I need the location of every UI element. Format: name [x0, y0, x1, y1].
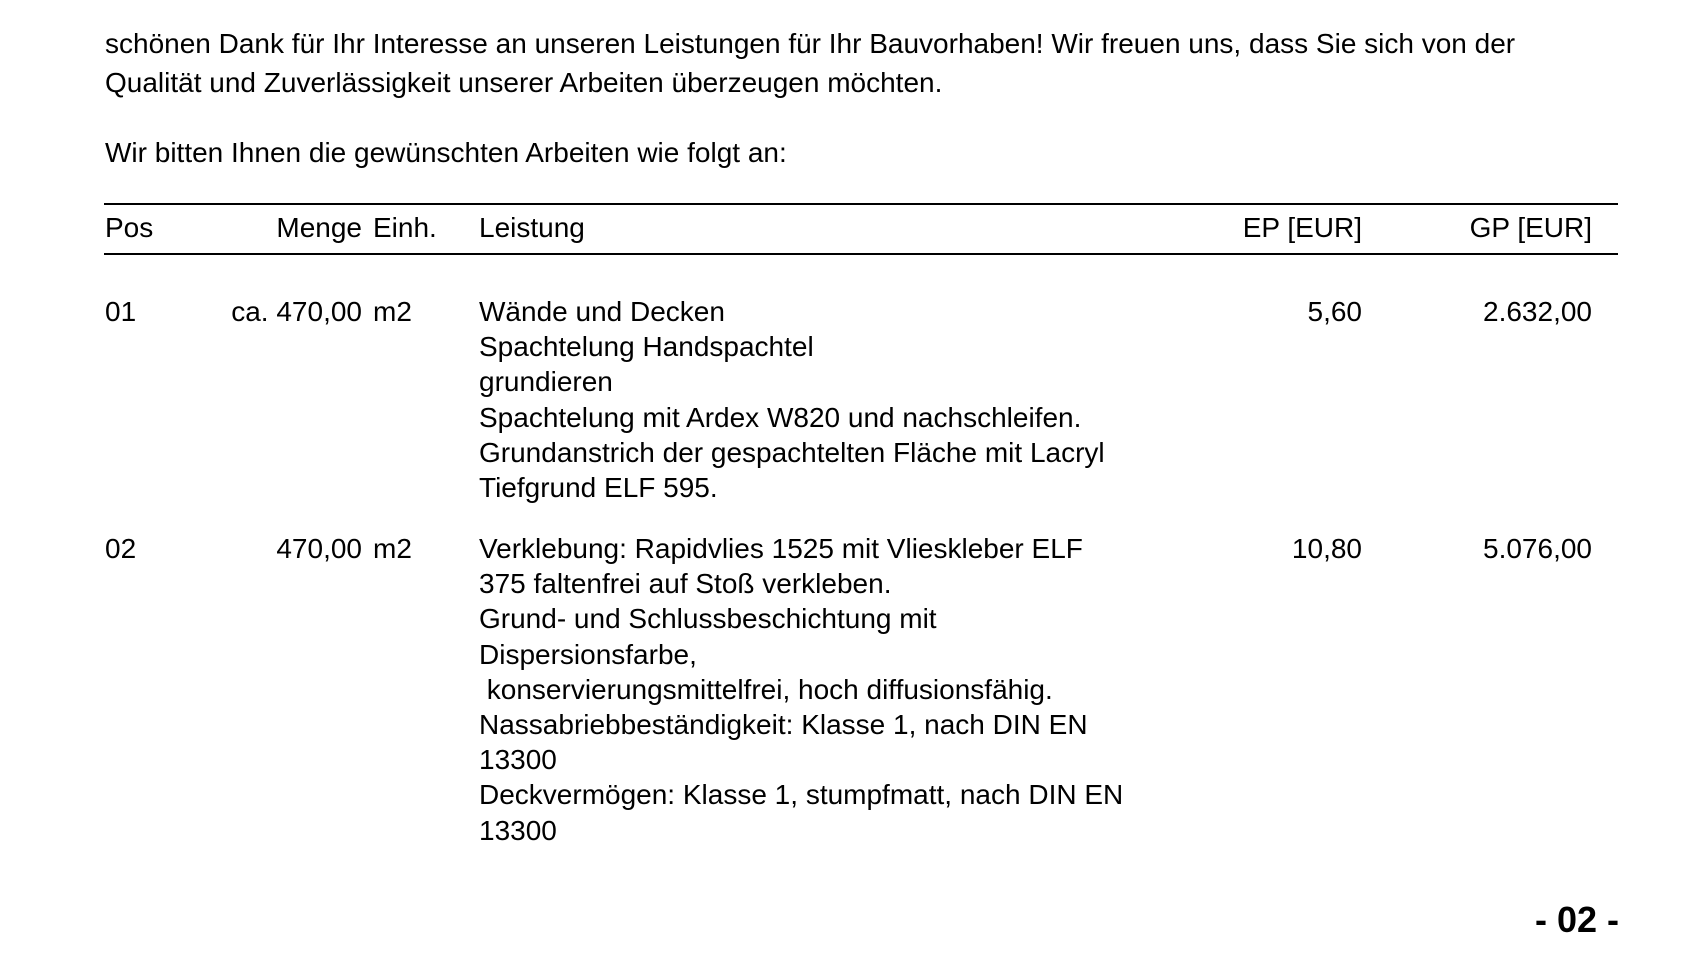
header-leistung: Leistung	[479, 212, 585, 243]
row-2-desc-line: Verklebung: Rapidvlies 1525 mit Vlieskleber ELF	[479, 533, 1083, 564]
row-2-desc-line: 13300	[479, 744, 557, 776]
row-2-desc-line: Deckvermögen: Klasse 1, stumpfmatt, nach DIN EN	[479, 779, 1124, 811]
row-1-desc-line: Spachtelung mit Ardex W820 und nachschleifen.	[479, 401, 1082, 433]
row-2-menge: 470,00	[276, 533, 362, 564]
header-gp: GP [EUR]	[1469, 212, 1592, 243]
row-2-desc-line: Dispersionsfarbe,	[479, 638, 697, 670]
header-menge: Menge	[276, 212, 362, 243]
row-1-desc-line: Tiefgrund ELF 595.	[479, 472, 718, 504]
row-1-desc-line: Spachtelung Handspachtel	[479, 331, 814, 363]
page-number: - 02 -	[1534, 899, 1619, 940]
row-2-gp: 5.076,00	[1483, 533, 1592, 564]
row-1-menge: ca. 470,00	[231, 296, 362, 327]
row-1-ep: 5,60	[1307, 296, 1362, 327]
lead-sentence: Wir bitten Ihnen die gewünschten Arbeiten wie folgt an:	[105, 137, 787, 168]
header-einh: Einh.	[373, 212, 437, 243]
row-1-desc-line: grundieren	[479, 366, 613, 398]
row-2-desc-line: 13300	[479, 814, 557, 846]
row-2-desc-line: Nassabriebbeständigkeit: Klasse 1, nach DIN EN	[479, 709, 1088, 741]
row-1-desc-line: Grundanstrich der gespachtelten Fläche mit Lacryl	[479, 436, 1105, 468]
row-2-einh: m2	[373, 533, 412, 564]
row-1-einh: m2	[373, 296, 412, 327]
row-1-gp: 2.632,00	[1483, 296, 1592, 327]
row-1-desc-line: Wände und Decken	[479, 296, 725, 327]
row-2-desc-line: Grund- und Schlussbeschichtung mit	[479, 603, 937, 635]
row-2-pos: 02	[105, 533, 137, 564]
header-pos: Pos	[105, 212, 154, 243]
table-header-top-rule	[104, 203, 1618, 205]
row-1-pos: 01	[105, 296, 137, 327]
intro-line-2: Qualität und Zuverlässigkeit unserer Arbeiten überzeugen möchten.	[105, 67, 943, 98]
row-2-desc-line: konservierungsmittelfrei, hoch diffusionsfähig.	[479, 673, 1053, 705]
row-2-ep: 10,80	[1291, 533, 1362, 564]
intro-paragraph	[105, 24, 1625, 102]
table-header-bottom-rule	[104, 253, 1618, 255]
row-2-desc-line: 375 faltenfrei auf Stoß verkleben.	[479, 568, 892, 600]
header-ep: EP [EUR]	[1242, 212, 1362, 243]
intro-line-1: schönen Dank für Ihr Interesse an unseren Leistungen für Ihr Bauvorhaben! Wir freuen uns, dass Sie sich von der	[105, 28, 1516, 59]
row-2-leistung	[479, 531, 1123, 848]
row-1-leistung	[479, 294, 1105, 505]
